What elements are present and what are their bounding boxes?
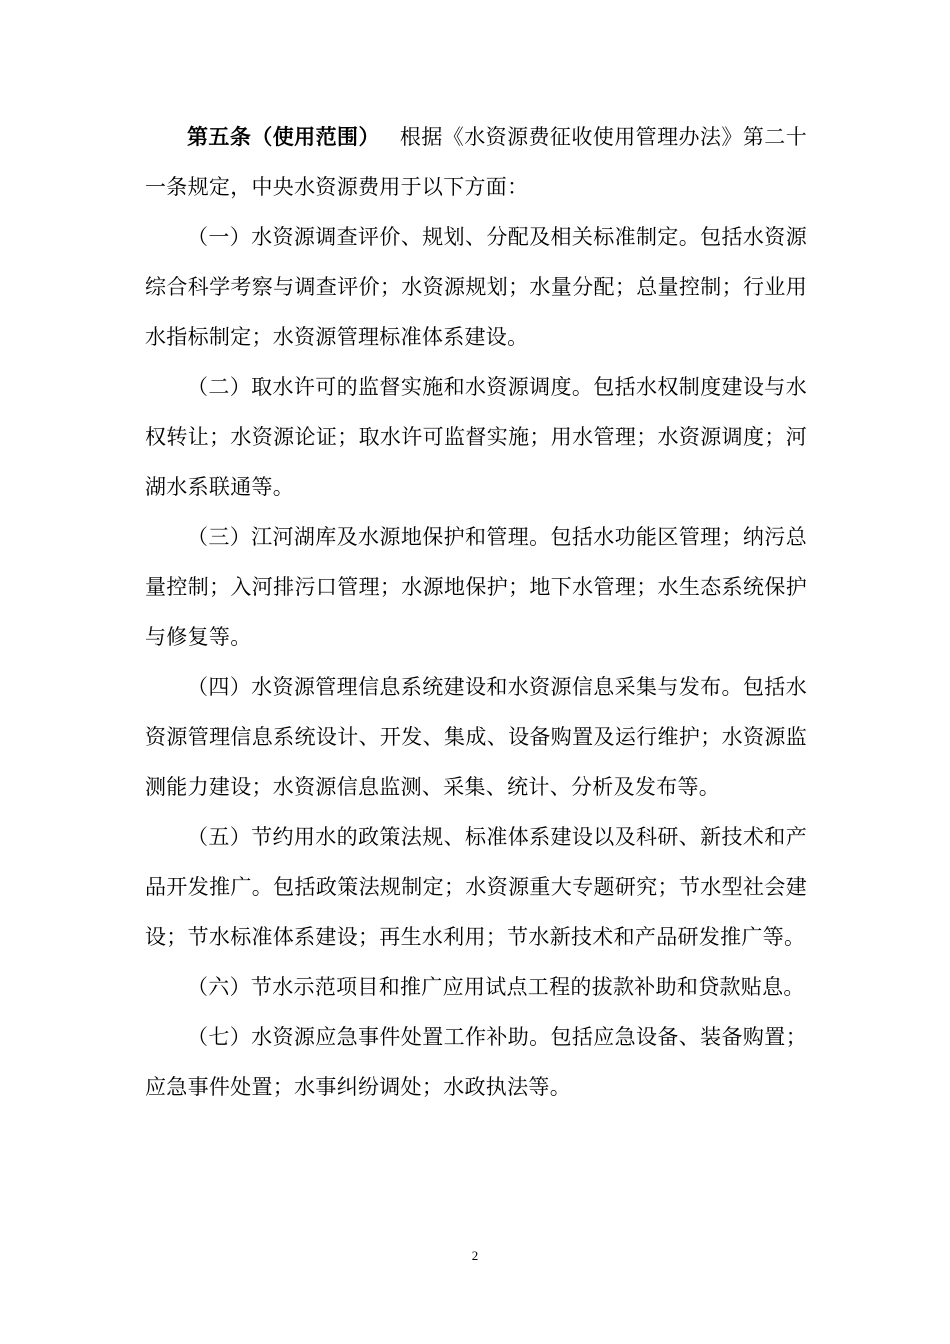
article-heading: 第五条（使用范围） (187, 125, 380, 149)
list-item: （五）节约用水的政策法规、标准体系建设以及科研、新技术和产品开发推广。包括政策法规制定；水资源重大专题研究；节水型社会建设；节水标准体系建设；再生水利用；节水新技术和产品研发推广等。 (145, 825, 807, 949)
document-body (145, 112, 807, 1112)
page-number: 2 (471, 1248, 479, 1263)
list-item: （四）水资源管理信息系统建设和水资源信息采集与发布。包括水资源管理信息系统设计、开发、集成、设备购置及运行维护；水资源监测能力建设；水资源信息监测、采集、统计、分析及发布等。 (145, 675, 807, 799)
list-item: （二）取水许可的监督实施和水资源调度。包括水权制度建设与水权转让；水资源论证；取水许可监督实施；用水管理；水资源调度；河湖水系联通等。 (145, 375, 807, 499)
list-item: （三）江河湖库及水源地保护和管理。包括水功能区管理；纳污总量控制；入河排污口管理；水源地保护；地下水管理；水生态系统保护与修复等。 (145, 525, 807, 649)
article-intro: 根据《水资源费征收使用管理办法》第二十一条规定，中央水资源费用于以下方面： (145, 125, 808, 199)
article-paragraph (145, 112, 807, 212)
list-item: （七）水资源应急事件处置工作补助。包括应急设备、装备购置；应急事件处置；水事纠纷调处；水政执法等。 (145, 1025, 807, 1099)
list-item: （一）水资源调查评价、规划、分配及相关标准制定。包括水资源综合科学考察与调查评价；水资源规划；水量分配；总量控制；行业用水指标制定；水资源管理标准体系建设。 (145, 225, 807, 349)
list-item: （六）节水示范项目和推广应用试点工程的拔款补助和贷款贴息。 (187, 975, 805, 999)
